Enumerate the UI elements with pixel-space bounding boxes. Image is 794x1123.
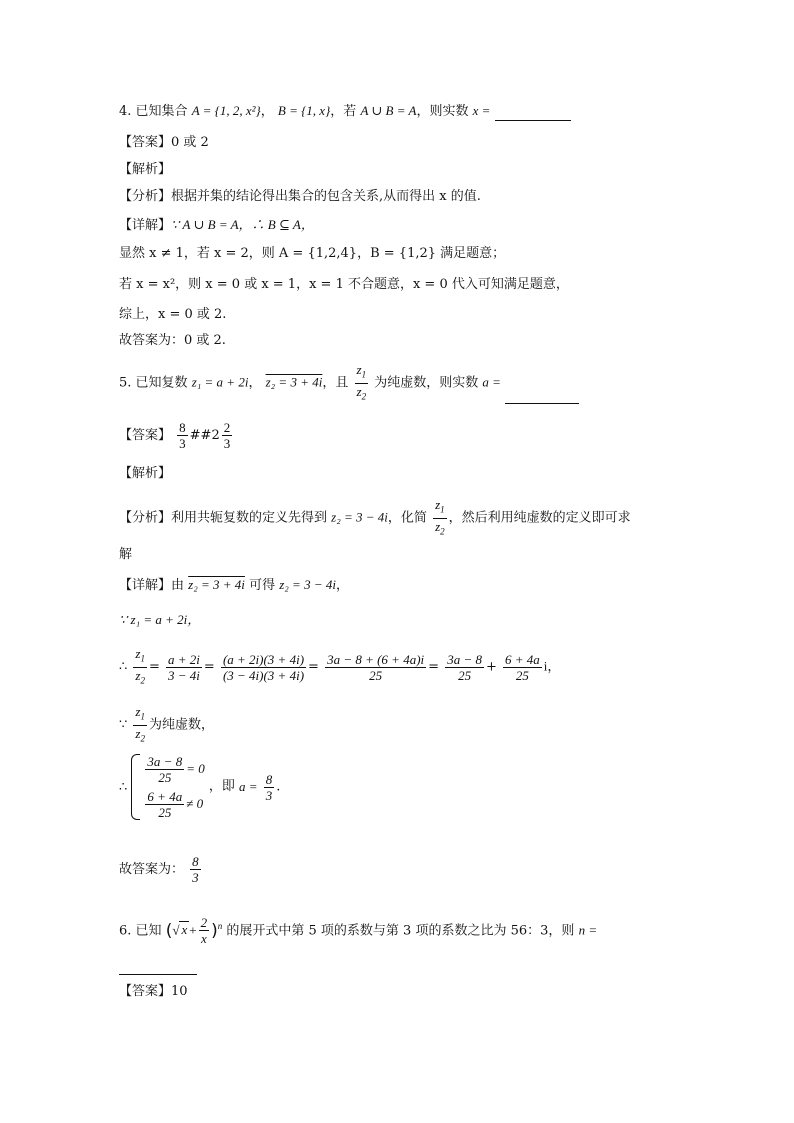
q4-detail-line-3: 若 x = x²，则 x = 0 或 x = 1，x = 1 不合题意，x = 0 代入可知满足题意， — [119, 277, 569, 292]
q5-analysis-title — [119, 465, 171, 483]
q6-answer-blank — [119, 960, 197, 975]
q4-analysis-title — [119, 161, 171, 179]
q5-frac1-den: 3 − 4i — [168, 667, 200, 683]
q5-detail-2 — [119, 611, 200, 630]
answer-label: 【答案】 — [119, 135, 172, 150]
q5-d1-text: 由 — [171, 578, 185, 593]
answer-label: 【答案】 — [119, 984, 172, 999]
q5-frac2-num: (a + 2i)(3 + 4i) — [222, 651, 305, 667]
q5-fenxi-z2: z₂ = 3 − 4i — [331, 509, 388, 525]
q5-answer — [119, 418, 234, 454]
q5-concl-num: 8 — [192, 854, 199, 869]
q5-detail-4: ∵ $\frac{z_1}{z_2}$ 为纯虚数， — [119, 704, 214, 744]
q5-z2-conjugate: z₂ = 3 + 4i — [265, 374, 323, 390]
equation-system — [131, 754, 204, 820]
q4-detail-1 — [119, 216, 314, 235]
q5-fenxi — [119, 497, 631, 539]
q4-variable: x = — [472, 103, 491, 118]
q6-text-2: 的展开式中第 5 项的系数与第 3 项的系数之比为 56：3，则 — [226, 923, 575, 939]
q6-text: 已知 — [135, 923, 162, 939]
q5-answer-num: 8 — [179, 420, 186, 435]
q5-fenxi-text-1: 利用共轭复数的定义先得到 — [171, 510, 328, 526]
analysis-label: 【解析】 — [119, 162, 172, 177]
q5-frac2-den: (3 − 4i)(3 + 4i) — [222, 667, 305, 683]
q5-variable: a = — [482, 374, 501, 390]
q4-text-3: ，则实数 — [416, 104, 469, 119]
q5-text-2: ，且 — [322, 375, 349, 391]
q5-fenxi-ratio: $\frac{z_1}{z_2}$ — [435, 497, 445, 537]
xiangjie-label: 【详解】 — [119, 578, 172, 593]
q5-z-ratio: $\frac{z_1}{z_2}$ — [356, 362, 367, 402]
q5-sys1-rel: = 0 — [186, 761, 205, 776]
q4-set-a: A = {1, 2, x²} — [191, 103, 261, 118]
q5-fenxi-text-3: ，然后利用纯虚数的定义即可求 — [448, 510, 631, 526]
q5-number: 5. — [119, 375, 132, 391]
q5-fenxi-text-2: ，化简 — [387, 510, 427, 526]
q6-stem: 6. 已知 (√ x + $\frac{2}{x}$ )$^n$ 的展开式中第 5 项的系数与第 3 项的系数之比为 56：3，则 n = — [119, 915, 598, 947]
q5-detail-1 — [119, 576, 349, 595]
q5-sys2-num: 6 + 4a — [147, 789, 183, 804]
q5-d4-text: 为纯虚数， — [148, 717, 214, 733]
q4-detail-line-4: 综上，x = 0 或 2. — [119, 307, 227, 322]
fenxi-label: 【分析】 — [119, 189, 172, 204]
q6-number: 6. — [119, 923, 132, 939]
q5-concl-den: 3 — [192, 870, 199, 885]
q4-stem: 4. 已知集合 A = {1, 2, x²}， B = {1, x}，若 A ∪ B = A，则实数 x = — [119, 102, 571, 121]
q5-d5-var: a = — [239, 779, 258, 794]
q4-detail-4 — [119, 306, 226, 324]
q4-condition: A ∪ B = A — [360, 103, 417, 118]
q6-blank-line — [119, 957, 197, 975]
q5-fenxi-text-4: 解 — [119, 547, 133, 562]
q4-detail-3 — [119, 276, 569, 294]
q5-frac5-den: 25 — [515, 667, 529, 683]
q5-sys1-num: 3a − 8 — [147, 754, 183, 769]
q5-frac1-num: a + 2i — [168, 651, 200, 667]
q5-sys2-rel: ≠ 0 — [186, 796, 204, 811]
answer-label: 【答案】 — [119, 428, 172, 443]
q4-detail-5 — [119, 332, 226, 350]
q4-detail-2 — [119, 245, 505, 263]
q5-sys1-den: 25 — [158, 770, 172, 785]
q5-frac4-num: 3a − 8 — [447, 651, 482, 667]
xiangjie-label: 【详解】 — [119, 218, 172, 233]
q5-frac3-num: 3a − 8 + (6 + 4a)i — [327, 651, 425, 667]
q4-detail-line-5: 故答案为：0 或 2. — [119, 333, 226, 348]
q4-text: 已知集合 — [135, 104, 188, 119]
q5-answer-den: 3 — [179, 436, 186, 451]
q6-answer — [119, 983, 188, 1001]
q5-answer-blank — [505, 389, 579, 404]
q5-conclusion-text: 故答案为： — [119, 862, 185, 877]
q4-set-b: B = {1, x} — [277, 103, 331, 118]
q5-d2: ∵ z₁ = a + 2i， — [119, 612, 201, 627]
q5-z1: z₁ = a + 2i — [191, 374, 249, 390]
q4-fenxi-text: 根据并集的结论得出集合的包含关系,从而得出 x 的值. — [171, 189, 481, 204]
q6-variable: n = — [578, 922, 598, 938]
q5-fenxi-cont — [119, 546, 132, 564]
fenxi-label: 【分析】 — [119, 510, 172, 526]
q5-d1-text-2: 可得 — [249, 578, 276, 593]
q5-frac3-den: 25 — [369, 667, 383, 683]
q4-detail-line-2: 显然 x ≠ 1，若 x = 2，则 A = {1,2,4}，B = {1,2} 满足题意； — [119, 246, 506, 261]
q4-detail-line-1: ∵ A ∪ B = A，∴ B ⊆ A， — [171, 217, 314, 232]
q5-d1-comma: ， — [335, 578, 349, 593]
q5-answer-sep: ##2 — [189, 428, 220, 443]
q5-system: ∴ $\frac{3a - 8}{25}$ = 0 $\frac{6 + 4a}{25}$ ≠ 0 ，即 a = $\frac{8}{3}$ . — [119, 754, 281, 820]
q5-answer-mixed-num: 2 — [223, 420, 231, 435]
q4-answer — [119, 134, 209, 152]
q5-answer-mixed-den: 3 — [223, 436, 231, 451]
q5-detail-3: ∴ $\frac{z_1}{z_2}$ = $\frac{a + 2i}{3 - 4i}$ = $\frac{(a + 2i)(3 + 4i)}{(3 - 4i)(3 + 4i)}$ = $\frac{3a - 8 + (6 + 4a)i}{25}$ = $\frac{3a - 8}{25}$ + $\frac{6 + 4a}{25}$ i， — [119, 646, 561, 686]
q5-text-3: 为纯虚数，则实数 — [374, 375, 479, 391]
q4-number: 4. — [119, 104, 132, 119]
q5-d1-z2bar: z₂ = 3 + 4i — [188, 577, 245, 592]
q5-sys2-den: 25 — [158, 805, 172, 820]
q5-d5-text: ，即 — [208, 779, 235, 794]
q5-text: 已知复数 — [135, 375, 188, 391]
q5-frac5-num: 6 + 4a — [505, 651, 540, 667]
q5-frac4-den: 25 — [458, 667, 472, 683]
q6-answer-value: 10 — [171, 984, 188, 999]
q5-d1-z2: z₂ = 3 − 4i — [279, 577, 336, 592]
q5-stem: 5. 已知复数 z₁ = a + 2i， z₂ = 3 + 4i，且 $\frac{z_1}{z_2}$ 为纯虚数，则实数 a = — [119, 362, 579, 404]
analysis-label: 【解析】 — [119, 466, 172, 481]
q4-answer-blank — [495, 106, 571, 121]
q5-conclusion — [119, 852, 203, 888]
q4-fenxi — [119, 188, 481, 206]
q4-text-2: ，若 — [330, 104, 357, 119]
q4-answer-value: 0 或 2 — [171, 135, 209, 150]
